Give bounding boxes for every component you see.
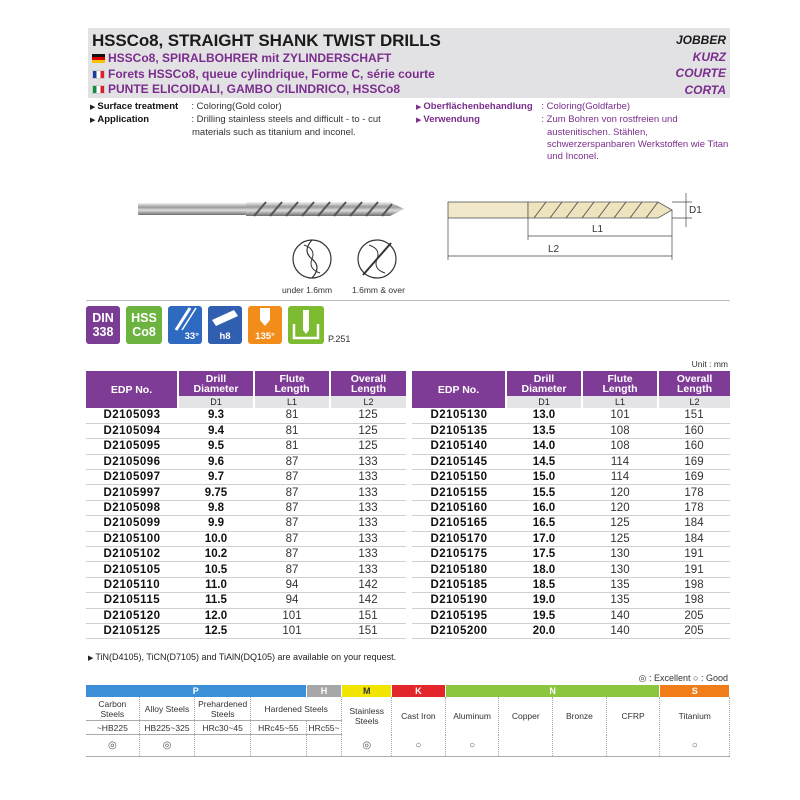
material-rating: ◎ <box>86 735 140 756</box>
title-german <box>92 51 441 67</box>
sym-l2: L2 <box>330 396 406 408</box>
edp-number: D2105170 <box>412 531 506 546</box>
drill-diameter: 13.5 <box>506 423 582 438</box>
overall-length: 133 <box>330 470 406 485</box>
flute-length: 94 <box>254 577 330 592</box>
table-row <box>412 439 730 454</box>
german-flag-icon <box>92 54 105 63</box>
drill-diameter: 19.0 <box>506 593 582 608</box>
bullet-icon: ▶ <box>90 117 96 124</box>
drill-diameter: 10.2 <box>178 547 254 562</box>
table-row <box>412 500 730 515</box>
flute-length: 130 <box>582 547 658 562</box>
material-name: Cast Iron <box>392 697 446 735</box>
overall-length: 205 <box>658 623 730 638</box>
overall-length: 133 <box>330 454 406 469</box>
overall-length: 191 <box>658 547 730 562</box>
table-row <box>86 439 406 454</box>
table-row <box>86 593 406 608</box>
table-row <box>412 593 730 608</box>
bullet-icon: ▶ <box>90 104 96 111</box>
de-surface-value: : Coloring(Goldfarbe) <box>541 101 631 112</box>
edp-number: D2105097 <box>86 470 178 485</box>
sym-l2: L2 <box>658 396 730 408</box>
material-name: Hardened Steels <box>251 697 342 720</box>
helix-angle-icon <box>168 306 202 344</box>
flute-length: 108 <box>582 439 658 454</box>
material-ratings <box>86 735 730 757</box>
spec-table-right <box>412 371 730 639</box>
flute-length: 130 <box>582 562 658 577</box>
overall-length: 151 <box>330 608 406 623</box>
col-diameter: Drill Diameter <box>506 371 582 396</box>
table-row <box>412 577 730 592</box>
drill-diameter: 9.7 <box>178 470 254 485</box>
material-rating <box>195 735 251 756</box>
flute-length: 135 <box>582 577 658 592</box>
edp-number: D2105110 <box>86 577 178 592</box>
material-rating: ○ <box>392 735 446 756</box>
flute-length: 101 <box>582 408 658 423</box>
col-flute: Flute Length <box>254 371 330 396</box>
din-text: DIN <box>92 311 114 325</box>
material-names <box>86 697 730 726</box>
edp-number: D2105099 <box>86 516 178 531</box>
overall-length: 133 <box>330 516 406 531</box>
table-row <box>86 500 406 515</box>
edp-number: D2105185 <box>412 577 506 592</box>
edp-number: D2105195 <box>412 608 506 623</box>
flute-length: 101 <box>254 608 330 623</box>
material-categories <box>86 685 730 697</box>
drill-diameter: 14.0 <box>506 439 582 454</box>
rating-legend: ◎ : Excellent ○ : Good <box>638 673 728 683</box>
overall-length: 198 <box>658 577 730 592</box>
table-row <box>86 531 406 546</box>
drill-diameter: 9.4 <box>178 423 254 438</box>
flute-length: 114 <box>582 454 658 469</box>
de-application-value-2: austenitischen. Stählen, <box>547 127 648 138</box>
title-french-text: Forets HSSCo8, queue cylindrique, Forme C, série courte <box>108 66 435 81</box>
material-rating: ◎ <box>140 735 196 756</box>
overall-length: 205 <box>658 608 730 623</box>
material-name: Bronze <box>553 697 607 735</box>
italian-flag-icon <box>92 85 105 94</box>
coating-note-text: TiN(D4105), TiCN(D7105) and TiAlN(DQ105) are available on your request. <box>95 652 397 662</box>
flute-length: 87 <box>254 531 330 546</box>
material-name: Alloy Steels <box>140 697 196 720</box>
description-german <box>416 101 728 163</box>
drill-diameter: 10.0 <box>178 531 254 546</box>
col-edp: EDP No. <box>412 371 506 408</box>
de-application-label: Verwendung <box>423 114 480 125</box>
drill-diameter: 9.5 <box>178 439 254 454</box>
page-reference: P.251 <box>328 334 351 344</box>
material-category-h: H <box>307 685 343 697</box>
tolerance-text: h8 <box>219 331 231 342</box>
material-category-s: S <box>660 685 730 697</box>
table-row <box>412 470 730 485</box>
edp-number: D2105160 <box>412 500 506 515</box>
point-angle-text: 135° <box>255 331 275 342</box>
helix-angle-text: 33° <box>184 331 199 342</box>
material-name: Prehardened Steels <box>195 697 251 720</box>
caption-1-6mm-over: 1.6mm & over <box>352 285 405 295</box>
dim-l2-label: L2 <box>548 244 560 255</box>
flute-length: 87 <box>254 500 330 515</box>
overall-length: 142 <box>330 577 406 592</box>
edp-number: D2105130 <box>412 408 506 423</box>
flute-length: 120 <box>582 485 658 500</box>
helix-drill-icon <box>168 306 202 332</box>
edp-number: D2105098 <box>86 500 178 515</box>
edp-number: D2105180 <box>412 562 506 577</box>
overall-length: 198 <box>658 593 730 608</box>
edp-number: D2105997 <box>86 485 178 500</box>
de-application-value-3: schwerzerspanbaren Werkstoffen wie Titan <box>547 139 729 150</box>
flute-length: 120 <box>582 500 658 515</box>
co8-text: Co8 <box>132 325 156 339</box>
overall-length: 184 <box>658 516 730 531</box>
overall-length: 125 <box>330 408 406 423</box>
flute-length: 108 <box>582 423 658 438</box>
material-category-p: P <box>86 685 307 697</box>
page-title: HSSCo8, STRAIGHT SHANK TWIST DRILLS <box>92 31 441 50</box>
application-value-cont: materials such as titanium and inconel. <box>192 127 356 138</box>
table-row <box>86 470 406 485</box>
edp-number: D2105200 <box>412 623 506 638</box>
french-flag-icon <box>92 70 105 79</box>
flute-length: 87 <box>254 470 330 485</box>
hss-text: HSS <box>131 311 157 325</box>
table-row <box>412 423 730 438</box>
drill-diameter: 15.0 <box>506 470 582 485</box>
drill-diameter: 12.0 <box>178 608 254 623</box>
flute-length: 87 <box>254 454 330 469</box>
drill-diameter: 18.0 <box>506 562 582 577</box>
series-courte: COURTE <box>675 66 726 80</box>
material-name: Stainless Steels <box>342 697 392 735</box>
de-application-value-4: und Inconel. <box>547 151 599 162</box>
overall-length: 178 <box>658 500 730 515</box>
overall-length: 191 <box>658 562 730 577</box>
overall-length: 133 <box>330 485 406 500</box>
drill-diameter: 19.5 <box>506 608 582 623</box>
material-name: Carbon Steels <box>86 697 140 720</box>
table-row <box>86 547 406 562</box>
overall-length: 142 <box>330 593 406 608</box>
table-row <box>412 485 730 500</box>
flute-length: 81 <box>254 423 330 438</box>
edp-number: D2105140 <box>412 439 506 454</box>
table-row <box>412 562 730 577</box>
material-category-k: K <box>392 685 446 697</box>
de-surface-label: Oberflächenbehandlung <box>423 101 533 112</box>
material-name: Titanium <box>660 697 730 735</box>
drill-diameter: 14.5 <box>506 454 582 469</box>
flute-length: 87 <box>254 547 330 562</box>
hssco8-badge <box>126 306 162 344</box>
overall-length: 151 <box>330 623 406 638</box>
col-overall: Overall Length <box>330 371 406 396</box>
material-category-n: N <box>446 685 661 697</box>
title-block <box>92 31 441 98</box>
drill-diameter: 20.0 <box>506 623 582 638</box>
flute-length: 140 <box>582 623 658 638</box>
drill-diameter: 17.0 <box>506 531 582 546</box>
material-rating: ◎ <box>342 735 392 756</box>
edp-number: D2105094 <box>86 423 178 438</box>
edp-number: D2105165 <box>412 516 506 531</box>
table-row <box>412 408 730 423</box>
flute-length: 87 <box>254 516 330 531</box>
table-row <box>86 408 406 423</box>
surface-label: Surface treatment <box>97 101 179 112</box>
table-row <box>412 623 730 638</box>
material-rating <box>499 735 553 756</box>
col-overall: Overall Length <box>658 371 730 396</box>
edp-number: D2105150 <box>412 470 506 485</box>
coolant-drill-icon <box>288 306 324 344</box>
edp-number: D2105102 <box>86 547 178 562</box>
flute-length: 94 <box>254 593 330 608</box>
din-number: 338 <box>92 325 114 339</box>
header-band <box>88 28 730 98</box>
title-italian <box>92 82 441 98</box>
flute-length: 125 <box>582 516 658 531</box>
material-hardness-value: HRc45~55 <box>251 721 307 734</box>
drill-diameter: 16.5 <box>506 516 582 531</box>
table-row <box>86 516 406 531</box>
drill-diameter: 15.5 <box>506 485 582 500</box>
title-italian-text: PUNTE ELICOIDALI, GAMBO CILINDRICO, HSSCo8 <box>108 82 401 96</box>
surface-value: : Coloring(Gold color) <box>191 101 282 112</box>
drill-point-icon <box>248 306 282 330</box>
application-label: Application <box>97 114 150 125</box>
material-rating <box>607 735 661 756</box>
overall-length: 133 <box>330 531 406 546</box>
table-row <box>86 562 406 577</box>
drill-diameter: 11.0 <box>178 577 254 592</box>
drill-diameter: 17.5 <box>506 547 582 562</box>
table-row <box>86 577 406 592</box>
de-application-value: : Zum Bohren von rostfreien und <box>541 114 678 125</box>
sym-l1: L1 <box>582 396 658 408</box>
edp-number: D2105155 <box>412 485 506 500</box>
drill-dimension-drawing <box>440 188 710 266</box>
sym-d1: D1 <box>178 396 254 408</box>
material-name: Aluminum <box>446 697 500 735</box>
flute-length: 125 <box>582 531 658 546</box>
drill-diameter: 10.5 <box>178 562 254 577</box>
flute-length: 114 <box>582 470 658 485</box>
overall-length: 184 <box>658 531 730 546</box>
series-kurz: KURZ <box>692 49 726 64</box>
material-hardness-value: HRc30~45 <box>195 721 251 734</box>
edp-number: D2105105 <box>86 562 178 577</box>
material-category-m: M <box>342 685 392 697</box>
edp-number: D2105135 <box>412 423 506 438</box>
edp-number: D2105145 <box>412 454 506 469</box>
cross-section-small-image <box>290 237 334 281</box>
edp-number: D2105120 <box>86 608 178 623</box>
drill-diameter: 9.9 <box>178 516 254 531</box>
overall-length: 151 <box>658 408 730 423</box>
din-338-badge <box>86 306 120 344</box>
drill-photo-image <box>138 196 406 222</box>
bullet-icon: ▶ <box>416 104 422 111</box>
drilling-hole-icon <box>288 306 324 344</box>
table-row <box>412 454 730 469</box>
caption-under-1-6mm: under 1.6mm <box>282 285 333 295</box>
edp-number: D2105100 <box>86 531 178 546</box>
material-name: Copper <box>499 697 553 735</box>
overall-length: 169 <box>658 470 730 485</box>
drill-diameter: 11.5 <box>178 593 254 608</box>
material-hardness-value: ~HB225 <box>86 721 140 734</box>
flute-length: 135 <box>582 593 658 608</box>
flute-length: 87 <box>254 485 330 500</box>
table-row <box>86 485 406 500</box>
flute-length: 81 <box>254 408 330 423</box>
flute-length: 81 <box>254 439 330 454</box>
overall-length: 133 <box>330 562 406 577</box>
application-value: : Drilling stainless steels and difficult - to - cut <box>191 114 381 125</box>
dim-d1-label: D1 <box>689 205 702 216</box>
material-rating: ○ <box>660 735 730 756</box>
material-hardness-value: HB225~325 <box>140 721 196 734</box>
edp-number: D2105115 <box>86 593 178 608</box>
drill-diameter: 18.5 <box>506 577 582 592</box>
point-angle-icon <box>248 306 282 344</box>
drill-diameter: 9.75 <box>178 485 254 500</box>
spec-table-left <box>86 371 406 639</box>
material-hardness-value: HRc55~ <box>307 721 343 734</box>
flute-length: 140 <box>582 608 658 623</box>
material-rating: ○ <box>446 735 500 756</box>
bullet-icon: ▶ <box>88 655 96 662</box>
bullet-icon: ▶ <box>416 117 422 124</box>
material-rating <box>307 735 343 756</box>
overall-length: 160 <box>658 439 730 454</box>
edp-number: D2105190 <box>412 593 506 608</box>
table-row <box>412 608 730 623</box>
overall-length: 160 <box>658 423 730 438</box>
table-row <box>86 423 406 438</box>
drill-diameter: 16.0 <box>506 500 582 515</box>
divider <box>86 300 730 301</box>
description-english <box>90 101 381 139</box>
overall-length: 133 <box>330 547 406 562</box>
edp-number: D2105096 <box>86 454 178 469</box>
shank-tolerance-icon <box>208 306 242 330</box>
drill-diameter: 9.8 <box>178 500 254 515</box>
series-corta: CORTA <box>684 82 726 97</box>
flute-length: 101 <box>254 623 330 638</box>
tolerance-icon <box>208 306 242 344</box>
material-table <box>86 685 730 757</box>
cross-section-large-image <box>355 237 399 281</box>
overall-length: 178 <box>658 485 730 500</box>
sym-l1: L1 <box>254 396 330 408</box>
dim-l1-label: L1 <box>592 224 604 235</box>
col-edp: EDP No. <box>86 371 178 408</box>
edp-number: D2105093 <box>86 408 178 423</box>
series-jobber: JOBBER <box>675 33 726 47</box>
unit-label: Unit : mm <box>691 359 728 369</box>
col-flute: Flute Length <box>582 371 658 396</box>
material-rating <box>553 735 607 756</box>
series-labels <box>676 32 726 98</box>
material-name: CFRP <box>607 697 661 735</box>
table-row <box>86 454 406 469</box>
title-french <box>92 67 441 83</box>
col-diameter: Drill Diameter <box>178 371 254 396</box>
flute-length: 87 <box>254 562 330 577</box>
overall-length: 133 <box>330 500 406 515</box>
table-row <box>412 547 730 562</box>
table-row <box>412 531 730 546</box>
table-row <box>86 623 406 638</box>
coating-note <box>88 652 396 662</box>
drill-diameter: 12.5 <box>178 623 254 638</box>
sym-d1: D1 <box>506 396 582 408</box>
edp-number: D2105125 <box>86 623 178 638</box>
drill-diameter: 13.0 <box>506 408 582 423</box>
overall-length: 125 <box>330 439 406 454</box>
overall-length: 169 <box>658 454 730 469</box>
edp-number: D2105175 <box>412 547 506 562</box>
material-rating <box>251 735 307 756</box>
table-row <box>412 516 730 531</box>
title-german-text: HSSCo8, SPIRALBOHRER mit ZYLINDERSCHAFT <box>108 51 392 65</box>
drill-diameter: 9.6 <box>178 454 254 469</box>
overall-length: 125 <box>330 423 406 438</box>
edp-number: D2105095 <box>86 439 178 454</box>
drill-diameter: 9.3 <box>178 408 254 423</box>
table-row <box>86 608 406 623</box>
